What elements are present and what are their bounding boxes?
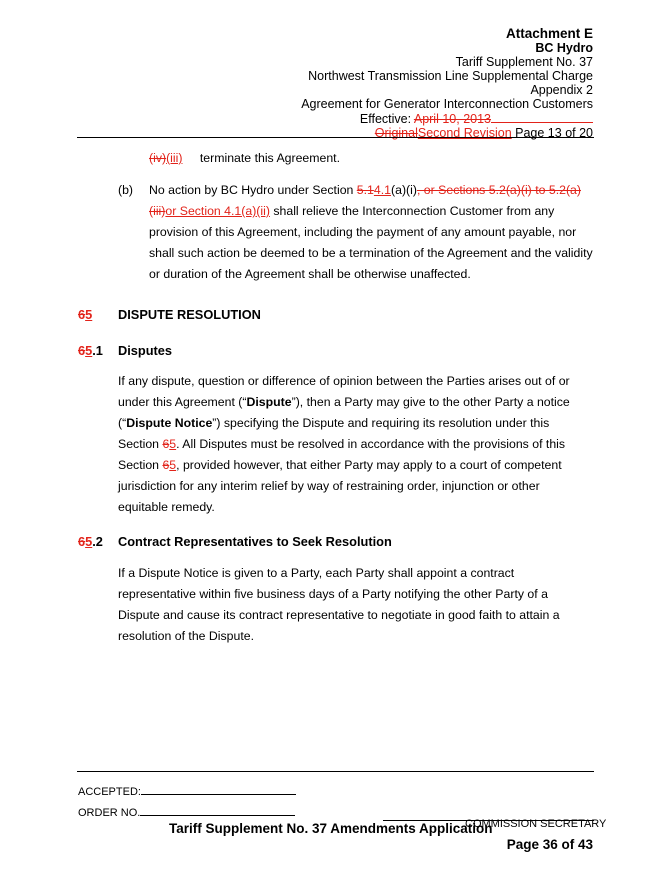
deleted-text: , or Sections 5.2(a)(i) to 5.2(a)(iii)	[149, 183, 581, 218]
charge-title: Northwest Transmission Line Supplemental Charge	[308, 69, 593, 83]
order-blank	[140, 805, 295, 816]
order-line: ORDER NO.	[78, 805, 295, 819]
item-b-label: (b)	[118, 183, 134, 197]
inserted-text: 5	[169, 437, 177, 451]
subsection-1-title: Disputes	[118, 343, 173, 358]
deleted-text: 6	[162, 458, 170, 472]
effective-blank	[491, 111, 593, 123]
page-of-label: Page 13 of 20	[511, 126, 593, 140]
deleted-text: 5.1	[356, 183, 374, 197]
tariff-supplement: Tariff Supplement No. 37	[455, 55, 593, 69]
accepted-line: ACCEPTED:	[78, 784, 296, 798]
subsection-2-title: Contract Representatives to Seek Resolution	[118, 534, 392, 549]
revision-deleted: Original	[374, 126, 418, 140]
revision-inserted: Second Revision	[417, 126, 512, 140]
inserted-text: 5	[169, 458, 177, 472]
agreement-title: Agreement for Generator Interconnection Customers	[301, 97, 593, 111]
footer-title: Tariff Supplement No. 37 Amendments Application	[169, 821, 493, 836]
page-number: Page 36 of 43	[506, 837, 593, 852]
subsection-2-number: 65.2	[78, 534, 103, 549]
section-title: DISPUTE RESOLUTION	[118, 307, 261, 322]
item-iii	[149, 148, 340, 169]
representatives-paragraph: If a Dispute Notice is given to a Party, each Party shall appoint a contract representative within five business days of a Party notifying the other Party of a Dispute and cause its contract representative to negotiate in good faith to attain a resolution of the Dispute.	[118, 566, 560, 643]
disputes-paragraph: If any dispute, question or difference of opinion between the Parties arises out of or under this Agreement (“Dispute”), then a Party may give to the other Party a notice (“Dispute Notice”) specifying the Dispute and requiring its resolution under this Section 65. All Disputes must be resolved in accordance with the provisions of this Section 65, provided however, that either Party may apply to a court of competent jurisdiction for any interim relief by way of restraining order, injunction or other equitable remedy.	[118, 374, 570, 514]
item-iii-deleted: (iv)	[149, 151, 167, 165]
accepted-blank	[141, 784, 296, 795]
item-iii-inserted: (iii)	[166, 151, 183, 165]
appendix-label: Appendix 2	[530, 83, 593, 97]
subsection-1-number: 65.1	[78, 343, 103, 358]
commission-secretary-label: COMMISSION SECRETARY	[465, 818, 607, 830]
item-iii-text: terminate this Agreement.	[199, 151, 341, 165]
item-b-paragraph: No action by BC Hydro under Section 5.14.1(a)(i), or Sections 5.2(a)(i) to 5.2(a)(iii)or Section 4.1(a)(ii) shall relieve the Interconnection Customer from any provision of this Agreement, including the payment of any amount payable, nor shall such action be deemed to be a termination of the Agreement and the validity or duration of the Agreement shall be otherwise unaffected.	[149, 183, 593, 281]
page-header	[301, 27, 593, 140]
section-number: 65	[78, 307, 93, 322]
effective-deleted: April 10, 2013	[413, 112, 491, 126]
header-rule	[77, 137, 594, 138]
inserted-text: 4.1	[373, 183, 392, 197]
inserted-text: or Section 4.1(a)(ii)	[165, 204, 270, 218]
effective-line: Effective: April 10, 2013	[301, 111, 593, 126]
deleted-text: 6	[162, 437, 170, 451]
attachment-label: Attachment E	[505, 26, 593, 41]
footer-rule	[77, 771, 594, 772]
company-name: BC Hydro	[535, 41, 593, 55]
